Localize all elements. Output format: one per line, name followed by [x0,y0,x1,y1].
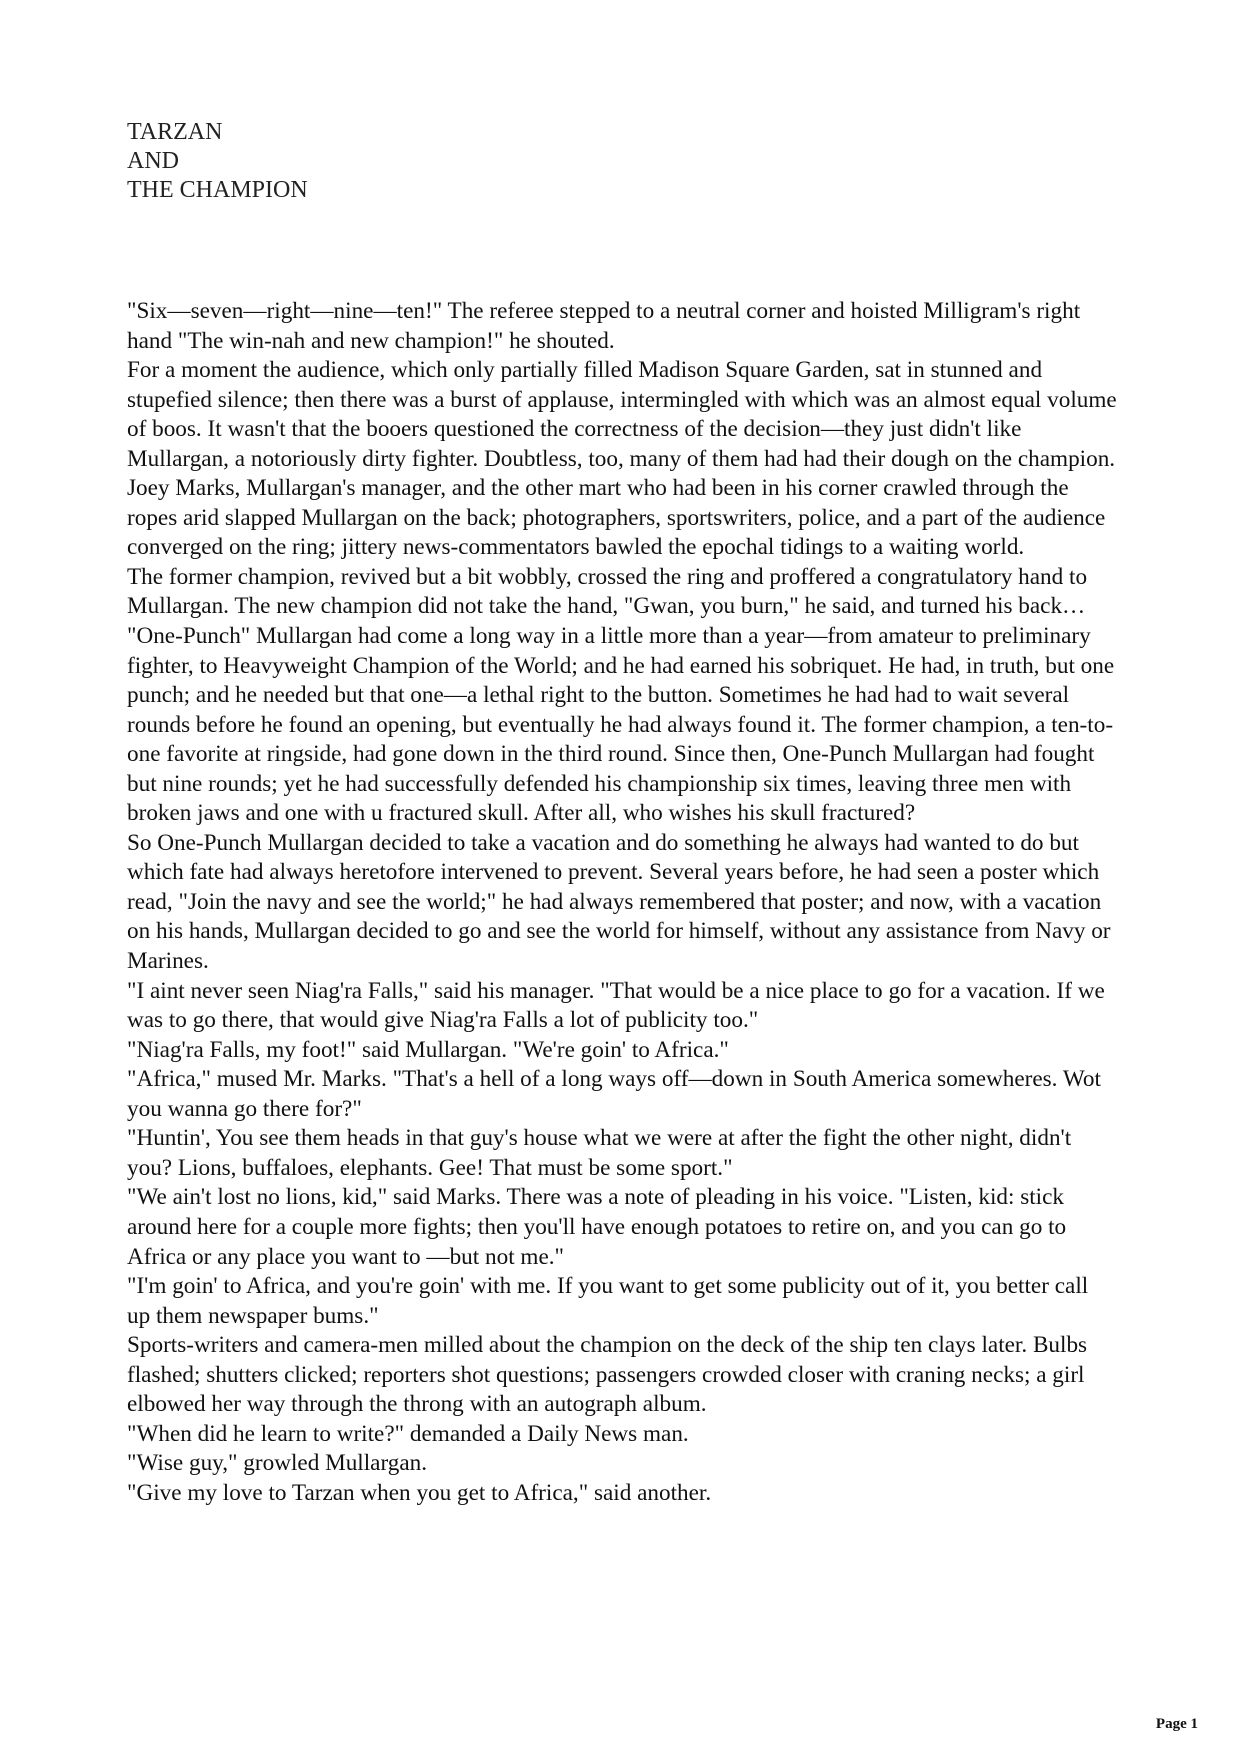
title-line-1: TARZAN [127,119,223,145]
paragraph: The former champion, revived but a bit wobbly, crossed the ring and proffered a congratulatory hand to Mullargan. The new champion did not take the hand, "Gwan, you burn," he said, and turned his back… [127,563,1088,620]
paragraph: "Six—seven—right—nine—ten!" The referee stepped to a neutral corner and hoisted Milligram's right hand "The win-nah and new champion!" he shouted. [127,298,1081,354]
paragraph: "Africa," mused Mr. Marks. "That's a hell of a long ways off—down in South America somewheres. Wot you wanna go there for?" [127,1066,1101,1122]
paragraph: "Huntin', You see them heads in that guy's house what we were at after the fight the other night, didn't you? Lions, buffaloes, elephants. Gee! That must be some sport." [127,1125,1072,1181]
document-body [127,297,1117,1508]
paragraph: "One-Punch" Mullargan had come a long way in a little more than a year—from amateur to preliminary fighter, to Heavyweight Champion of the World; and he had earned his sobriquet. He had, in truth, but one punch; and he needed but that one—a lethal right to the button. Sometimes he had had to wait several rounds before he found an opening, but eventually he had always found it. The former champion, a ten-to-one favorite at ringside, had gone down in the third round. Since then, One-Punch Mullargan had fought but nine rounds; yet he had successfully defended his championship six times, leaving three men with broken jaws and one with u fractured skull. After all, who wishes his skull fractured? [127,623,1115,827]
paragraph: "Give my love to Tarzan when you get to Africa," said another. [127,1479,712,1506]
document-title [127,118,308,205]
paragraph: "I'm goin' to Africa, and you're goin' with me. If you want to get some publicity out of it, you better call up them newspaper bums." [127,1273,1089,1329]
paragraph: "We ain't lost no lions, kid," said Marks. There was a note of pleading in his voice. "Listen, kid: stick around here for a couple more fights; then you'll have enough potatoes to retire on, and you can go to Africa or any place you want to —but not me." [127,1184,1067,1270]
paragraph: Sports-writers and camera-men milled about the champion on the deck of the ship ten clays later. Bulbs flashed; shutters clicked; reporters shot questions; passengers crowded closer with craning necks; a girl elbowed her way through the throng with an autograph album. [127,1332,1088,1418]
paragraph: "Niag'ra Falls, my foot!" said Mullargan. "We're goin' to Africa." [127,1036,729,1063]
title-line-3: THE CHAMPION [127,177,308,203]
paragraph: For a moment the audience, which only partially filled Madison Square Garden, sat in stunned and stupefied silence; then there was a burst of applause, intermingled with which was an almost equal volume of boos. It wasn't that the booers questioned the correctness of the decision—they just didn't like Mullargan, a notoriously dirty fighter. Doubtless, too, many of them had had their dough on the champion. [127,357,1117,472]
paragraph: "Wise guy," growled Mullargan. [127,1450,428,1477]
paragraph: "I aint never seen Niag'ra Falls," said his manager. "That would be a nice place to go for a vacation. If we was to go there, that would give Niag'ra Falls a lot of publicity too." [127,977,1105,1034]
paragraph: So One-Punch Mullargan decided to take a vacation and do something he always had wanted to do but which fate had always heretofore intervened to prevent. Several years before, he had seen a poster which read, "Join the navy and see the world;" he had always remembered that poster; and now, with a vacation on his hands, Mullargan decided to go and see the world for himself, without any assistance from Navy or Marines. [127,829,1111,975]
paragraph: "When did he learn to write?" demanded a Daily News man. [127,1420,689,1447]
title-line-2: AND [127,148,179,174]
paragraph: Joey Marks, Mullargan's manager, and the other mart who had been in his corner crawled through the ropes arid slapped Mullargan on the back; photographers, sportswriters, police, and a part of the audience converged on the ring; jittery news-commentators bawled the epochal tidings to a waiting world. [127,475,1106,561]
page-number: Page 1 [1155,1716,1198,1732]
